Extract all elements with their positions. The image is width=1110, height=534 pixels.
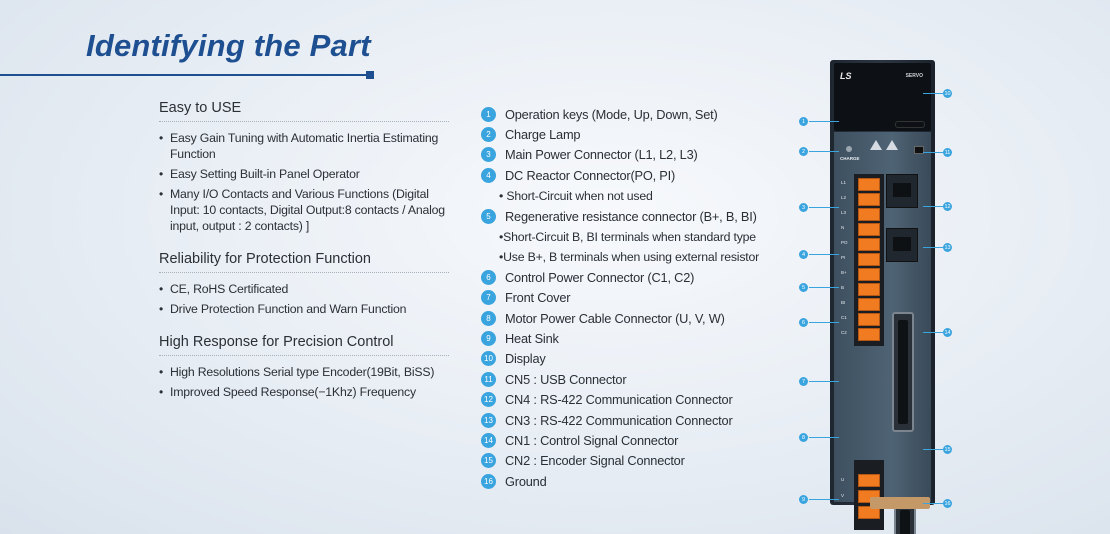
part-row [481,288,781,308]
part-number-badge: 14 [481,433,496,448]
part-row [481,451,781,471]
terminal-pin [858,313,880,326]
callout-badge: 5 [799,283,808,292]
feature-item: • Easy Gain Tuning with Automatic Inertia Estimating Function [159,130,459,162]
part-number-badge: 13 [481,413,496,428]
part-row [481,369,781,389]
part-label: CN3 : RS-422 Communication Connector [505,412,733,428]
part-number-badge: 2 [481,127,496,142]
part-row [481,165,781,185]
terminal-pin [858,268,880,281]
warning-icon [870,140,882,150]
part-row [481,186,781,206]
feature-section-reliability [159,251,459,317]
part-number-badge: 1 [481,107,496,122]
feature-heading: High Response for Precision Control [159,334,449,356]
brand-logo: LS [840,71,852,81]
callout-leader [809,207,839,208]
callout-leader [809,287,839,288]
terminal-label: PO [841,240,848,245]
part-sub-label: • Short-Circuit when not used [499,188,653,203]
features-column [159,100,459,417]
callout-badge: 13 [944,244,951,251]
callout-badge: 10 [944,90,951,97]
callout-badge: 2 [799,147,808,156]
part-label: DC Reactor Connector(PO, PI) [505,167,676,183]
callout-leader [809,151,839,152]
servo-drive-picture [795,55,965,534]
part-label: Control Power Connector (C1, C2) [505,269,695,285]
part-label: Heat Sink [505,330,559,346]
terminal-label: BI [841,300,846,305]
callout-leader [809,121,839,122]
part-label: Ground [505,473,547,489]
part-row [481,247,781,267]
cn3-connector [886,228,918,262]
part-row [481,389,781,409]
part-row [481,410,781,430]
motor-terminal-block [841,460,884,530]
terminal-label: W [841,509,846,514]
part-row [481,226,781,246]
feature-item: • CE, RoHS Certificated [159,281,459,297]
part-number-badge: 9 [481,331,496,346]
feature-section-easy-to-use [159,100,459,234]
callout-badge: 15 [944,446,951,453]
title-underline-end [366,71,374,79]
terminal-pin [858,328,880,341]
cn1-connector [892,312,914,432]
callout-badge: 9 [799,495,808,504]
part-number-badge: 5 [481,209,496,224]
callout-badge: 4 [799,250,808,259]
part-number-badge: 4 [481,168,496,183]
display-panel [834,63,931,131]
terminal-pin [858,283,880,296]
terminal-label: C1 [841,315,847,320]
part-number-badge: 12 [481,392,496,407]
terminal-label: B+ [841,270,847,275]
part-number-badge: 15 [481,453,496,468]
terminal-label: L2 [841,195,847,200]
part-row [481,206,781,226]
part-row [481,308,781,328]
page-title: Identifying the Part [86,28,371,63]
feature-item: • Drive Protection Function and Warn Function [159,301,459,317]
part-row [481,328,781,348]
part-number-badge: 16 [481,474,496,489]
callout-badge: 14 [944,329,951,336]
callout-leader [923,332,943,333]
terminal-pin [858,193,880,206]
callout-leader [923,503,943,504]
terminal-label: L3 [841,210,847,215]
feature-item: • Improved Speed Response(−1Khz) Frequency [159,384,459,400]
callout-leader [923,449,943,450]
feature-heading: Easy to USE [159,100,449,122]
callout-leader [809,381,839,382]
part-row [481,430,781,450]
terminal-label: N [841,225,845,230]
charge-label: CHARGE [840,156,860,161]
terminal-label: V [841,493,845,498]
terminal-pin [858,474,880,487]
cn4-connector [886,174,918,208]
part-sub-label: •Short-Circuit B, BI terminals when standard type [499,229,756,244]
title-underline [0,74,370,76]
operation-keys [895,121,925,128]
callout-badge: 1 [799,117,808,126]
charge-lamp [846,146,852,152]
servo-drive-body [830,60,935,514]
terminal-pin [858,208,880,221]
part-label: Motor Power Cable Connector (U, V, W) [505,310,725,326]
callout-badge: 7 [799,377,808,386]
callout-badge: 3 [799,203,808,212]
part-row [481,267,781,287]
terminal-label: C2 [841,330,847,335]
feature-section-high-response [159,334,459,400]
feature-heading: Reliability for Protection Function [159,251,449,273]
servo-label: SERVO [905,73,923,79]
part-label: CN2 : Encoder Signal Connector [505,453,685,469]
terminal-pin [858,238,880,251]
terminal-pin [858,298,880,311]
callout-leader [923,206,943,207]
terminal-label: U [841,477,845,482]
part-label: Charge Lamp [505,127,581,143]
part-sub-label: •Use B+, B terminals when using external resistor [499,249,760,264]
warning-icon [886,140,898,150]
part-number-badge: 10 [481,351,496,366]
part-label: Front Cover [505,290,571,306]
part-label: CN4 : RS-422 Communication Connector [505,392,733,408]
part-label: Regenerative resistance connector (B+, B, BI) [505,208,757,224]
part-number-badge: 11 [481,372,496,387]
part-label: Operation keys (Mode, Up, Down, Set) [505,106,718,122]
callout-leader [809,254,839,255]
part-number-badge: 3 [481,147,496,162]
callout-badge: 16 [944,500,951,507]
feature-item: • Many I/O Contacts and Various Functions (Digital Input: 10 contacts, Digital Output:8 contacts / Analog input, output : 2 contacts) ] [159,186,459,234]
terminal-label: PI [841,255,846,260]
part-label: CN5 : USB Connector [505,371,627,387]
terminal-pin [858,178,880,191]
part-row [481,471,781,491]
callout-leader [809,437,839,438]
callout-leader [923,152,943,153]
power-terminal-block [841,174,884,346]
terminal-pin [858,223,880,236]
part-row [481,145,781,165]
part-row [481,124,781,144]
part-label: Display [505,351,546,367]
terminal-label: B [841,285,845,290]
terminal-label: L1 [841,180,847,185]
part-label: CN1 : Control Signal Connector [505,432,679,448]
parts-list [481,104,781,491]
part-row [481,104,781,124]
callout-leader [809,499,839,500]
terminal-pin [858,253,880,266]
callout-leader [923,93,943,94]
feature-item: • High Resolutions Serial type Encoder(19Bit, BiSS) [159,364,459,380]
callout-badge: 6 [799,318,808,327]
callout-badge: 11 [944,149,951,156]
callout-leader [923,247,943,248]
part-row [481,349,781,369]
callout-leader [809,322,839,323]
ground-terminal [870,497,930,509]
feature-item: • Easy Setting Built-in Panel Operator [159,166,459,182]
part-number-badge: 8 [481,311,496,326]
front-cover [834,132,931,514]
callout-badge: 12 [944,203,951,210]
callout-badge: 8 [799,433,808,442]
part-number-badge: 6 [481,270,496,285]
part-label: Main Power Connector (L1, L2, L3) [505,147,698,163]
part-number-badge: 7 [481,290,496,305]
